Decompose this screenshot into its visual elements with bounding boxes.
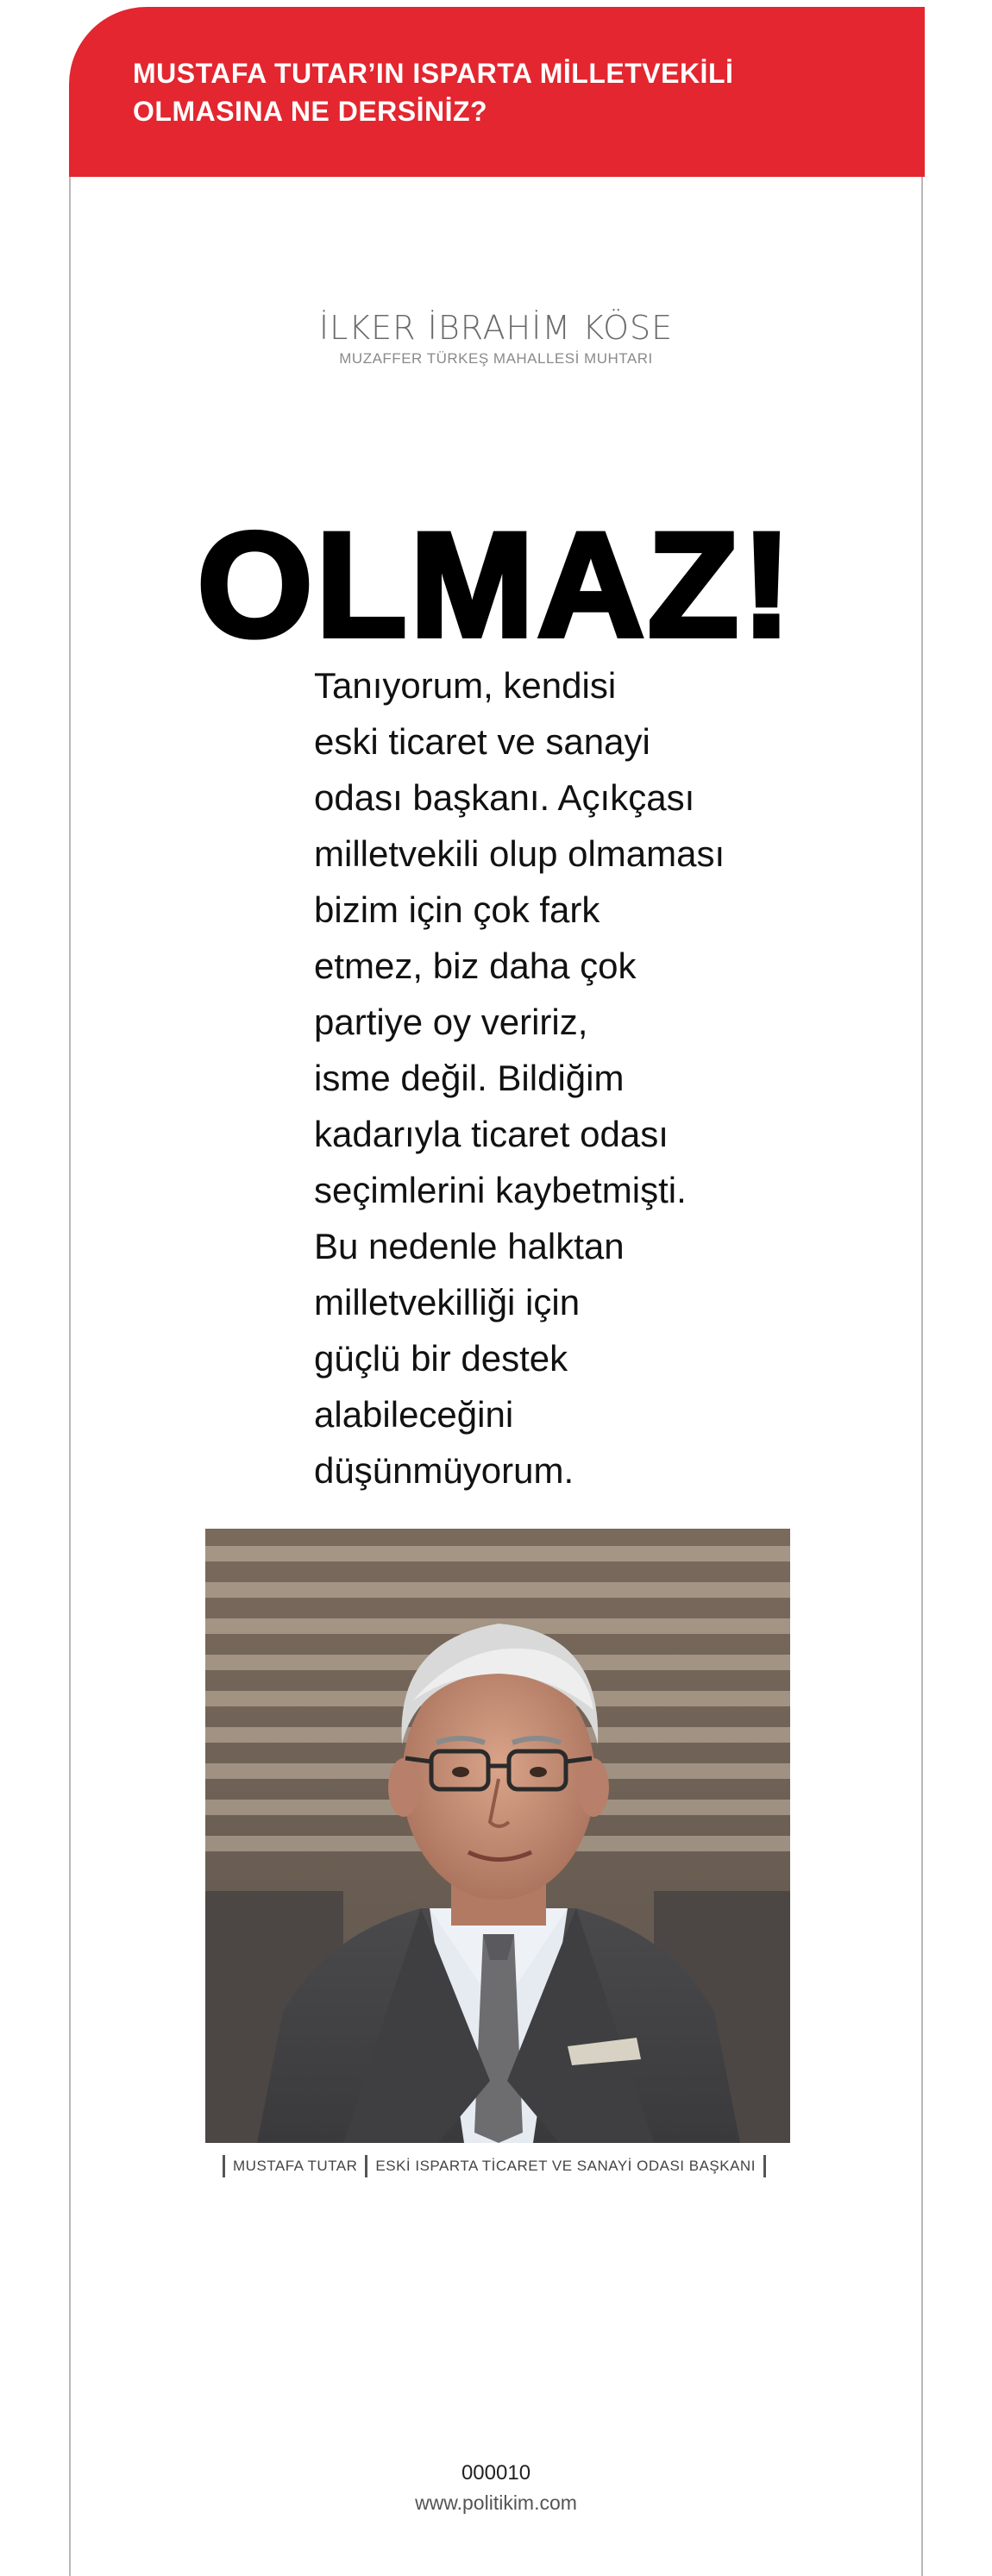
frame-right-border xyxy=(921,177,923,2576)
quote-text: Tanıyorum, kendisi eski ticaret ve sanayi odası başkanı. Açıkçası milletvekili olup olmaması bizim için çok fark etmez, biz daha çok partiye oy veririz, isme değil. Bildiğim kadarıyla ticaret odası seçimlerini kaybetmişti. Bu nedenle halktan milletvekilliği için güçlü bir destek alabileceğini düşünmüyorum. xyxy=(314,665,725,1491)
photo-caption xyxy=(223,2153,774,2179)
header-banner xyxy=(69,7,925,177)
caption-divider xyxy=(223,2155,225,2177)
site-url-link[interactable]: www.politikim.com xyxy=(415,2491,577,2514)
caption-divider xyxy=(365,2155,367,2177)
author-block xyxy=(71,309,921,368)
page-title: MUSTAFA TUTAR’IN ISPARTA MİLLETVEKİLİ OLMASINA NE DERSİNİZ? xyxy=(133,58,734,127)
page-number: 000010 xyxy=(461,2461,531,2485)
caption-name: MUSTAFA TUTAR xyxy=(233,2158,358,2174)
headline: OLMAZ! xyxy=(197,502,795,668)
author-title: MUZAFFER TÜRKEŞ MAHALLESİ MUHTARI xyxy=(339,350,653,367)
caption-role: ESKİ ISPARTA TİCARET VE SANAYİ ODASI BAŞKANI xyxy=(375,2158,756,2174)
caption-divider xyxy=(763,2155,766,2177)
author-name: İLKER İBRAHİM KÖSE xyxy=(318,309,674,347)
footer xyxy=(71,2459,921,2517)
portrait-photo xyxy=(205,1529,790,2143)
